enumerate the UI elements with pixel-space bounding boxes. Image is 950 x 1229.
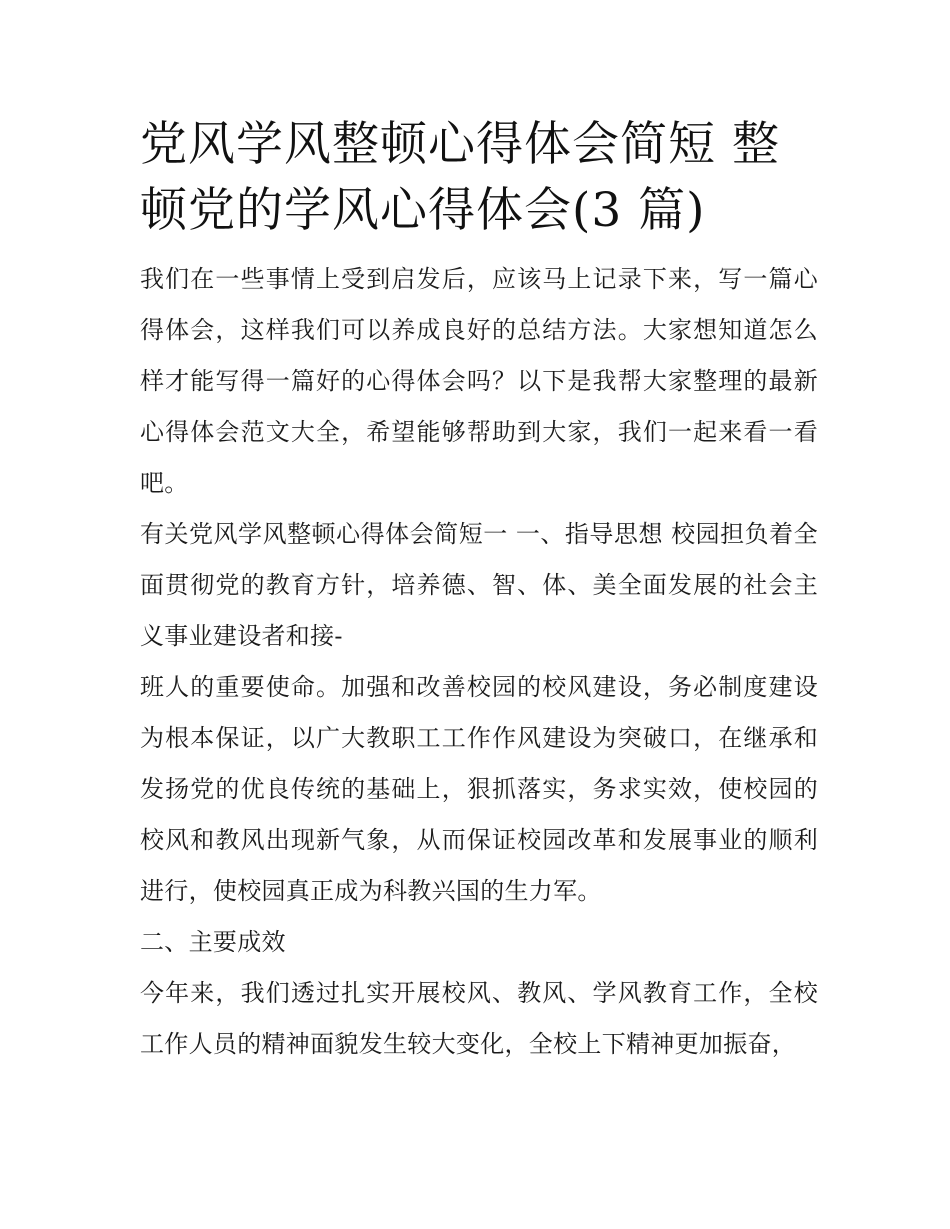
paragraph-school-mission: 班人的重要使命。加强和改善校园的校风建设，务必制度建设为根本保证，以广大教职工工作作风建设为突破口，在继承和发扬党的优良传统的基础上，狠抓落实，务求实效，使校园的校风和教风出现新气象，从而保证校园改革和发展事业的顺利进行，使校园真正成为科教兴国的生力军。 xyxy=(140,673,818,905)
paragraph-main-results: 今年来，我们透过扎实开展校风、教风、学风教育工作，全校工作人员的精神面貌发生较大变化，全校上下精神更加振奋， xyxy=(140,979,818,1058)
paragraph-guiding-ideology: 有关党风学风整顿心得体会简短一 一、指导思想 校园担负着全面贯彻党的教育方针，培养德、智、体、美全面发展的社会主义事业建设者和接- xyxy=(140,520,818,650)
document-title: 党风学风整顿心得体会简短 整顿党的学风心得体会(3 篇) xyxy=(140,117,780,238)
document-body xyxy=(140,254,818,1070)
section-heading-main-results: 二、主要成效 xyxy=(140,928,286,956)
document-page xyxy=(140,112,818,1070)
paragraph-intro: 我们在一些事情上受到启发后，应该马上记录下来，写一篇心得体会，这样我们可以养成良好的总结方法。大家想知道怎么样才能写得一篇好的心得体会吗？以下是我帮大家整理的最新心得体会范文大全，希望能够帮助到大家，我们一起来看一看吧。 xyxy=(140,265,818,497)
